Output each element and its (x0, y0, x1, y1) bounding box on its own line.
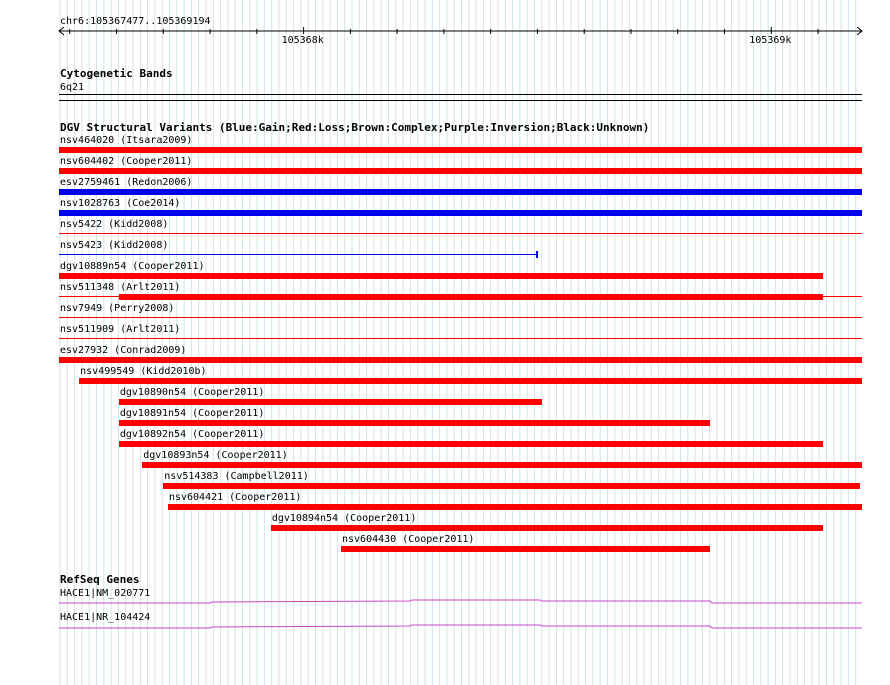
variant-label[interactable]: nsv604402 (Cooper2011) (60, 156, 193, 167)
variant-bar[interactable] (119, 399, 542, 405)
refseq-gene-models[interactable] (0, 590, 890, 650)
variant-label[interactable]: nsv7949 (Perry2008) (60, 303, 175, 314)
variant-bar[interactable] (119, 294, 823, 300)
variant-bar[interactable] (59, 147, 862, 153)
variant-bar[interactable] (142, 462, 862, 468)
variant-label[interactable]: nsv511348 (Arlt2011) (60, 282, 181, 293)
cytoband-track-title: Cytogenetic Bands (60, 67, 173, 80)
variant-bar[interactable] (119, 441, 823, 447)
variant-bar[interactable] (119, 420, 711, 426)
variant-label[interactable]: dgv10889n54 (Cooper2011) (60, 261, 205, 272)
variant-label[interactable]: nsv5423 (Kidd2008) (60, 240, 169, 251)
variant-label[interactable]: nsv514383 (Campbell2011) (164, 471, 309, 482)
variant-label[interactable]: nsv604430 (Cooper2011) (342, 534, 475, 545)
variant-thin-line[interactable] (59, 317, 862, 318)
variant-label[interactable]: dgv10892n54 (Cooper2011) (119, 429, 265, 440)
variant-bar[interactable] (59, 189, 862, 195)
gene-label[interactable]: HACE1|NM_020771 (60, 588, 151, 599)
variant-label[interactable]: esv2759461 (Redon2006) (60, 177, 193, 188)
variant-bar[interactable] (271, 525, 823, 531)
variant-bar[interactable] (79, 378, 862, 384)
variant-label[interactable]: nsv604421 (Cooper2011) (168, 492, 302, 503)
ruler-tick-label: 105369k (749, 35, 792, 46)
variant-bar[interactable] (168, 504, 862, 510)
variant-thin-line[interactable] (59, 338, 862, 339)
gene-model-line (59, 600, 862, 603)
variant-bar[interactable] (59, 273, 823, 279)
variant-label[interactable]: nsv1028763 (Coe2014) (60, 198, 181, 209)
cytoband-line-top (59, 94, 862, 95)
location-label: chr6:105367477..105369194 (60, 16, 211, 27)
variant-bar[interactable] (59, 168, 862, 174)
variant-label[interactable]: esv27932 (Conrad2009) (60, 345, 187, 356)
variant-label[interactable]: dgv10891n54 (Cooper2011) (119, 408, 265, 419)
variant-label[interactable]: nsv5422 (Kidd2008) (60, 219, 169, 230)
gene-model-line (59, 625, 862, 628)
variant-end-cap (536, 251, 538, 258)
cytoband-label: 6q21 (60, 82, 85, 93)
variant-thin-line[interactable] (59, 254, 537, 255)
gene-label[interactable]: HACE1|NR_104424 (60, 612, 151, 623)
variant-bar[interactable] (163, 483, 860, 489)
variant-label[interactable]: nsv511909 (Arlt2011) (60, 324, 181, 335)
ruler-tick-label: 105368k (281, 35, 324, 46)
cytoband-line-bottom (59, 100, 862, 101)
variant-bar[interactable] (59, 210, 862, 216)
dgv-track-title: DGV Structural Variants (Blue:Gain;Red:Loss;Brown:Complex;Purple:Inversion;Black:Unknown) (60, 121, 650, 134)
variant-label[interactable]: dgv10894n54 (Cooper2011) (271, 513, 417, 524)
variant-bar[interactable] (341, 546, 710, 552)
variant-label[interactable]: dgv10890n54 (Cooper2011) (119, 387, 265, 398)
variant-label[interactable]: dgv10893n54 (Cooper2011) (143, 450, 288, 461)
variant-label[interactable]: nsv499549 (Kidd2010b) (80, 366, 207, 377)
refseq-track-title: RefSeq Genes (60, 573, 140, 586)
variant-bar[interactable] (59, 357, 862, 363)
variant-label[interactable]: nsv464020 (Itsara2009) (60, 135, 193, 146)
variant-thin-line[interactable] (59, 233, 862, 234)
